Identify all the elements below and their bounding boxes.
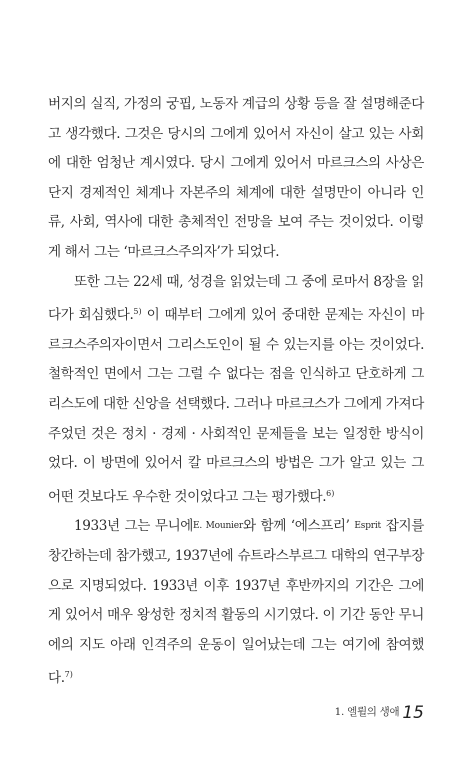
paragraph-2-text-a: 또한 그는 22세 때, 성경을 읽었는데 그 중에 로마서 8장을 읽다가 회심했다. <box>48 273 424 324</box>
page-footer <box>0 703 424 723</box>
page-number: 15 <box>402 703 424 723</box>
chapter-running-title: 1. 엘륄의 생애 <box>334 706 400 718</box>
paragraph-2 <box>48 268 424 513</box>
foreign-name-mounier: E. Mounier <box>193 521 243 532</box>
paragraph-2-text-b: 이 때부터 그에게 있어 중대한 문제는 자신이 마르크스주의자이면서 그리스도인이 될 수 있는지를 아는 것이었다. 철학적인 면에서 그는 그럴 수 없다는 점을 인식하고 단호하게 그리스도에 대한 신앙을 선택했다. 그러나 마르크스가 그에게 가져다주었던 것은 정치 · 경제 · 사회적인 문제들을 보는 일정한 방식이었다. 이 방면에 있어서 칼 마르크스의 방법은 그가 알고 있는 그 어떤 것보다도 우수한 것이었다고 그는 평가했다. <box>48 307 424 505</box>
paragraph-3-text-a: 1933년 그는 무니에 <box>74 518 194 535</box>
paragraph-3 <box>48 512 424 694</box>
paragraph-1-text: 버지의 실직, 가정의 궁핍, 노동자 계급의 상황 등을 잘 설명해준다고 생각했다. 그것은 당시의 그에게 있어서 자신이 살고 있는 사회에 대한 엄청난 계시였다. 당시 그에게 있어서 마르크스의 사상은 단지 경제적인 체계나 자본주의 체계에 대한 설명만이 아니라 인류, 사회, 역사에 대한 총체적인 전망을 보여 주는 것이었다. 이렇게 해서 그는 ‘마르크스주의자’가 되었다. <box>48 96 424 260</box>
paragraph-3-text-b: 와 함께 ‘에스프리’ <box>242 518 350 535</box>
footnote-ref-5[interactable]: 5) <box>133 307 142 317</box>
footnote-ref-7[interactable]: 7) <box>64 670 73 680</box>
paragraph-1 <box>48 90 424 268</box>
footnote-ref-6[interactable]: 6) <box>326 488 335 498</box>
page-body <box>48 90 424 694</box>
paragraph-3-text-c: 잡지를 창간하는데 참가했고, 1937년에 슈트라스부르그 대학의 연구부장으로 지명되었다. 1933년 이후 1937년 후반까지의 기간은 그에게 있어서 매우 왕성한 정치적 활동의 시기였다. 이 기간 동안 무니에의 지도 아래 인격주의 운동이 일어났는데 그는 여기에 참여했다. <box>48 518 424 687</box>
foreign-name-esprit: Esprit <box>354 521 381 532</box>
